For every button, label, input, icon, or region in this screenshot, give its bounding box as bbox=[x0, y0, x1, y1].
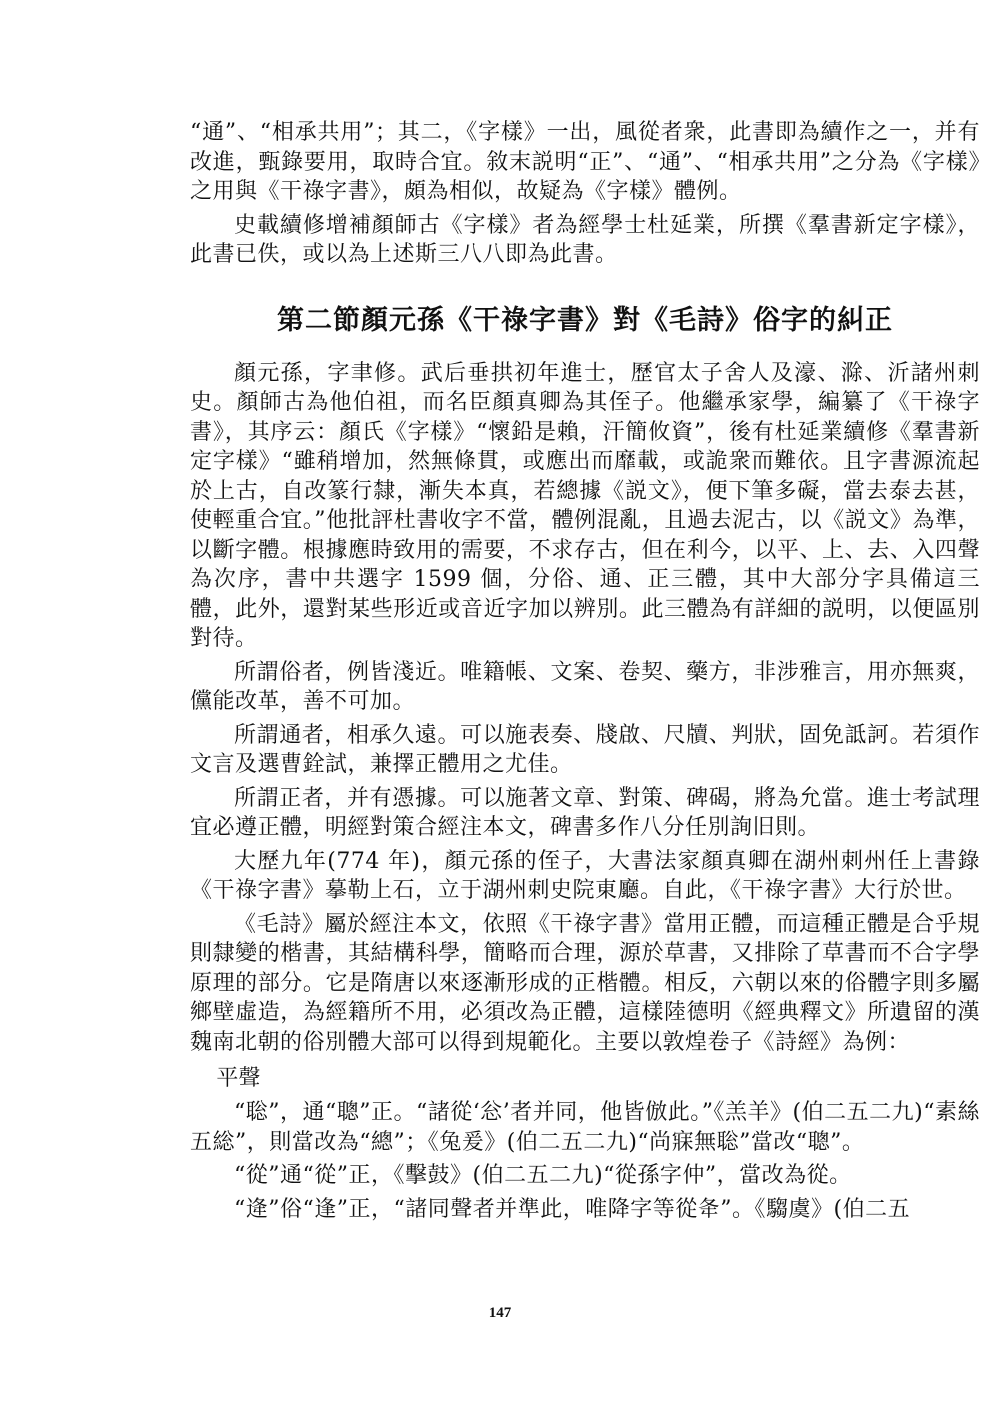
paragraph-biography: 顏元孫，字聿修。武后垂拱初年進士，歷官太子舍人及濠、滁、沂諸州刺史。顏師古為他伯祖，而名臣顏真卿為其侄子。他繼承家學，編纂了《干祿字書》，其序云：顏氏《字樣》“懷鉛是賴，汗簡攸資”，後有杜延業續修《羣書新定字樣》“雖稍增加，然無條貫，或應出而靡載，或詭衆而難依。且字書源流起於上古，自改篆行隸，漸失本真，若總據《説文》，便下筆多礙，當去泰去甚，使輕重合宜。”他批評杜書收字不當，體例混亂，且過去泥古，以《説文》為準，以斷字體。根據應時致用的需要，不求存古，但在利今，以平、上、去、入四聲為次序，書中共選字 1599 個，分俗、通、正三體，其中大部分字具備這三體，此外，還對某些形近或音近字加以辨別。此三體為有詳細的説明，以便區別對待。 bbox=[190, 360, 980, 651]
example-1: “聡”，通“聰”正。“諸從‘忩’者并同，他皆倣此。”《羔羊》(伯二五二九)“素絲五総”，則當改為“總”；《兔爰》(伯二五二九)“尚寐無聡”當改“聰”。 bbox=[190, 1100, 980, 1155]
example-3: “逄”俗“逢”正，“諸同聲者并準此，唯降字等從夅”。《騶虞》(伯二五 bbox=[234, 1196, 911, 1222]
paragraph-su-definition: 所謂俗者，例皆淺近。唯籍帳、文案、卷契、藥方，非涉雅言，用亦無爽，儻能改革，善不可加。 bbox=[190, 659, 980, 714]
paragraph-maoshi: 《毛詩》屬於經注本文，依照《干祿字書》當用正體，而這種正體是合乎規則隸變的楷書，其結構科學，簡略而合理，源於草書，又排除了草書而不合字學原理的部分。它是隋唐以來逐漸形成的正楷體。相反，六朝以來的俗體字則多屬鄉壁虛造，為經籍所不用，必須改為正體，這樣陸德明《經典釋文》所遺留的漢魏南北朝的俗別體大部可以得到規範化。主要以敦煌卷子《詩經》為例： bbox=[190, 911, 980, 1055]
example-2: “從”通“從”正，《擊鼓》(伯二五二九)“從孫字仲”，當改為從。 bbox=[234, 1163, 852, 1188]
subheading-pingsheng: 平聲 bbox=[216, 1066, 261, 1091]
intro-paragraph-2: 史載續修增補顏師古《字樣》者為經學士杜延業，所撰《羣書新定字樣》，此書已佚，或以為上述斯三八八即為此書。 bbox=[190, 212, 980, 267]
page-number: 147 bbox=[488, 1305, 512, 1321]
intro-paragraph-1: “通”、“相承共用”；其二，《字樣》一出，風從者衆，此書即為續作之一，并有改進，甄錄要用，取時合宜。敘末説明“正”、“通”、“相承共用”之分為《字樣》之用與《干祿字書》，頗為相似，故疑為《字樣》體例。 bbox=[190, 120, 980, 204]
paragraph-tong-definition: 所謂通者，相承久遠。可以施表奏、牋啟、尺牘、判狀，固免詆訶。若須作文言及選曹銓試，兼擇正體用之尤佳。 bbox=[190, 722, 980, 777]
section-title: 第二節顏元孫《干祿字書》對《毛詩》俗字的糾正 bbox=[277, 304, 893, 336]
paragraph-dali-history: 大歷九年(774 年)，顏元孫的侄子，大書法家顏真卿在湖州刺州任上書錄《干祿字書》摹勒上石，立于湖州刺史院東廳。自此，《干祿字書》大行於世。 bbox=[190, 848, 980, 903]
paragraph-zheng-definition: 所謂正者，并有憑據。可以施著文章、對策、碑碣，將為允當。進士考試理宜必遵正體，明經對策合經注本文，碑書多作八分任別詢旧則。 bbox=[190, 785, 980, 840]
document-page bbox=[190, 118, 980, 1228]
